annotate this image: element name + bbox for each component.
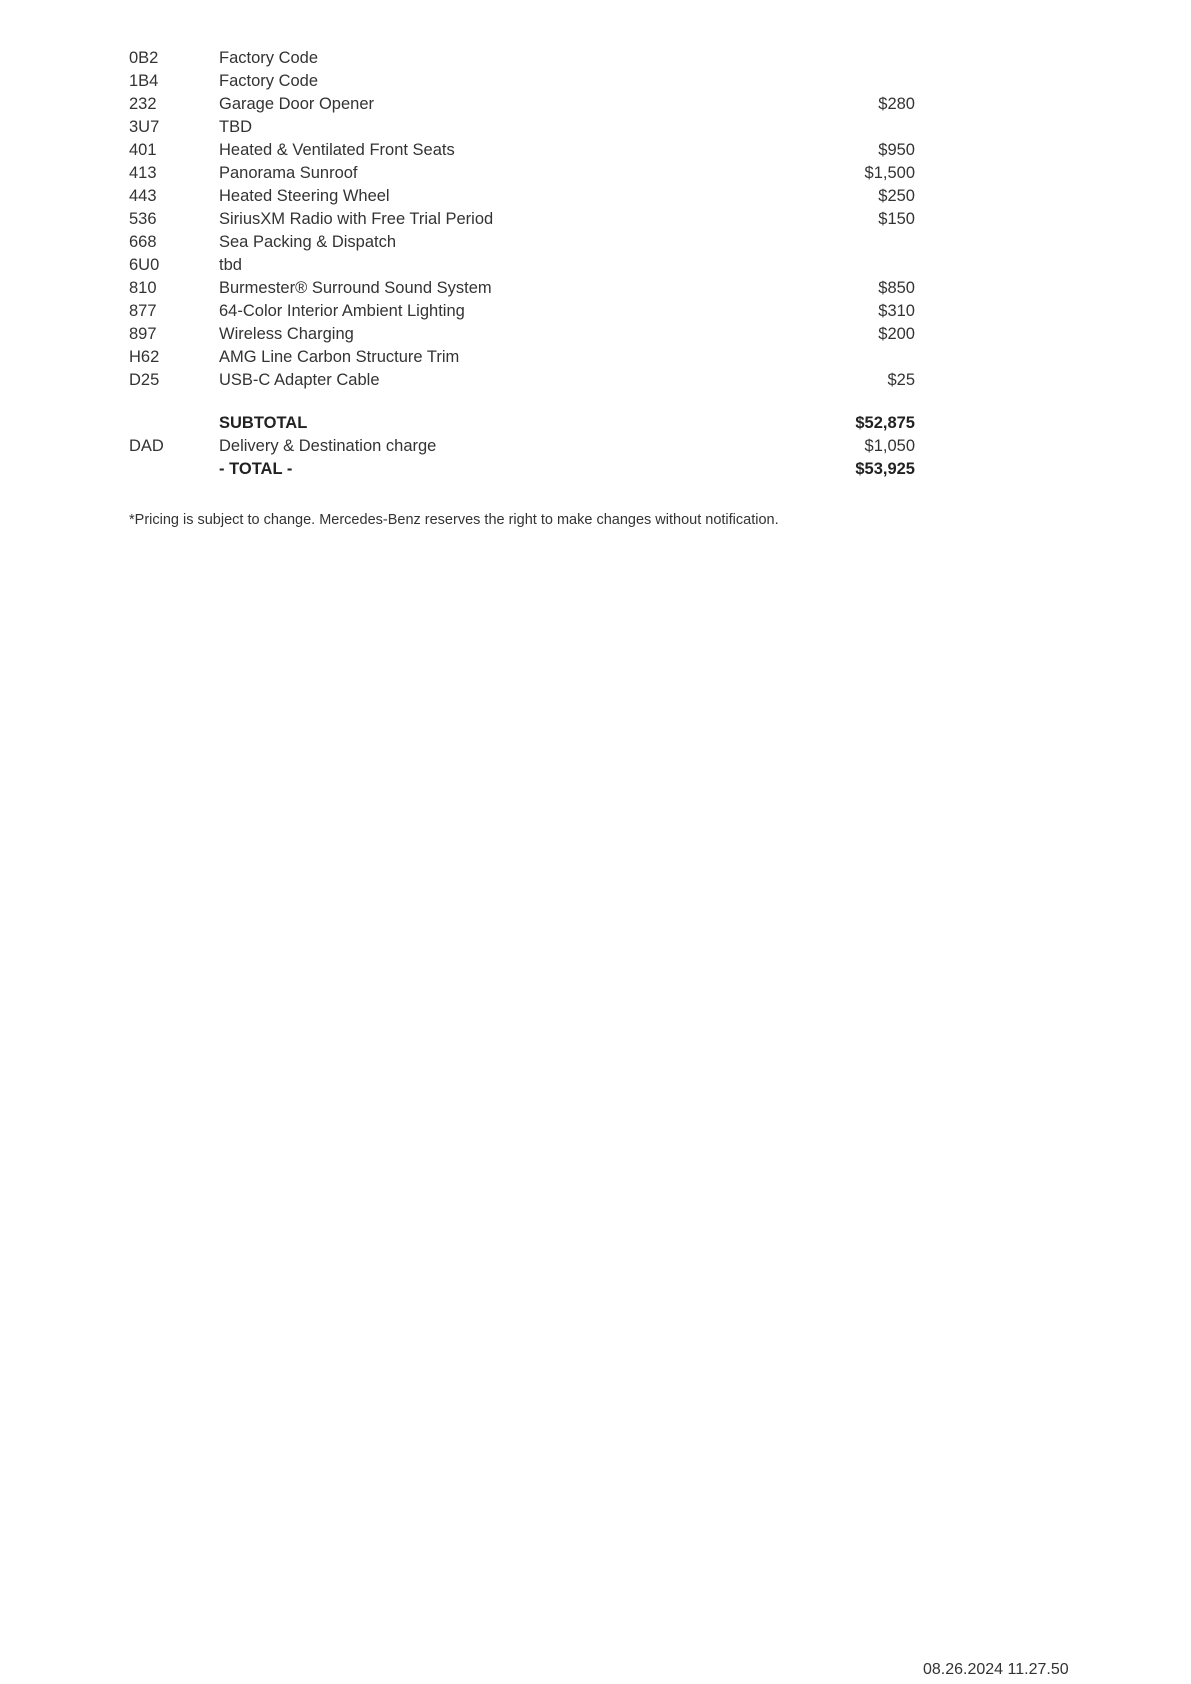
option-price: $950 <box>878 141 915 159</box>
option-row <box>129 116 915 139</box>
option-description: SiriusXM Radio with Free Trial Period <box>219 210 494 228</box>
option-code: 443 <box>129 187 157 205</box>
option-code: 6U0 <box>129 256 160 274</box>
option-row <box>129 47 915 70</box>
option-code: 3U7 <box>129 118 160 136</box>
option-price: $200 <box>878 325 915 343</box>
option-code: 0B2 <box>129 49 159 67</box>
subtotal-row <box>129 412 915 435</box>
delivery-label: Delivery & Destination charge <box>219 437 437 455</box>
option-description: Sea Packing & Dispatch <box>219 233 397 251</box>
option-price: $150 <box>878 210 915 228</box>
total-row <box>129 458 915 481</box>
option-price: $310 <box>878 302 915 320</box>
delivery-code: DAD <box>129 437 164 455</box>
option-code: 810 <box>129 279 157 297</box>
totals-block <box>129 412 915 481</box>
option-description: Panorama Sunroof <box>219 164 358 182</box>
option-code: 401 <box>129 141 157 159</box>
option-description: Wireless Charging <box>219 325 354 343</box>
option-row <box>129 185 915 208</box>
option-row <box>129 162 915 185</box>
option-row <box>129 300 915 323</box>
option-code: 413 <box>129 164 157 182</box>
option-description: Factory Code <box>219 72 319 90</box>
option-description: USB-C Adapter Cable <box>219 371 380 389</box>
option-description: 64-Color Interior Ambient Lighting <box>219 302 465 320</box>
option-price: $280 <box>878 95 915 113</box>
option-code: 877 <box>129 302 157 320</box>
option-code: 897 <box>129 325 157 343</box>
total-value: $53,925 <box>855 460 915 478</box>
option-description: Heated & Ventilated Front Seats <box>219 141 455 159</box>
subtotal-value: $52,875 <box>855 414 915 432</box>
option-row <box>129 323 915 346</box>
option-row <box>129 139 915 162</box>
options-list <box>129 47 915 392</box>
subtotal-label: SUBTOTAL <box>219 414 308 432</box>
option-description: tbd <box>219 256 242 274</box>
option-code: 232 <box>129 95 157 113</box>
option-price: $850 <box>878 279 915 297</box>
option-row <box>129 231 915 254</box>
total-label: - TOTAL - <box>219 460 293 478</box>
delivery-value: $1,050 <box>864 437 915 455</box>
option-row <box>129 208 915 231</box>
option-price: $250 <box>878 187 915 205</box>
option-description: AMG Line Carbon Structure Trim <box>219 348 460 366</box>
option-row <box>129 277 915 300</box>
delivery-row <box>129 435 915 458</box>
option-description: Burmester® Surround Sound System <box>219 279 492 297</box>
option-code: 536 <box>129 210 157 228</box>
option-row <box>129 254 915 277</box>
option-description: Garage Door Opener <box>219 95 375 113</box>
option-row <box>129 70 915 93</box>
option-price: $1,500 <box>864 164 915 182</box>
pricing-disclaimer: *Pricing is subject to change. Mercedes-Benz reserves the right to make changes without notification. <box>129 512 779 528</box>
option-code: 668 <box>129 233 157 251</box>
option-code: H62 <box>129 348 160 366</box>
option-row <box>129 93 915 116</box>
option-price: $25 <box>887 371 915 389</box>
option-description: Factory Code <box>219 49 319 67</box>
option-description: Heated Steering Wheel <box>219 187 390 205</box>
option-row <box>129 346 915 369</box>
option-code: 1B4 <box>129 72 159 90</box>
print-timestamp: 08.26.2024 11.27.50 <box>923 1661 1069 1678</box>
option-code: D25 <box>129 371 160 389</box>
option-row <box>129 369 915 392</box>
option-description: TBD <box>219 118 252 136</box>
